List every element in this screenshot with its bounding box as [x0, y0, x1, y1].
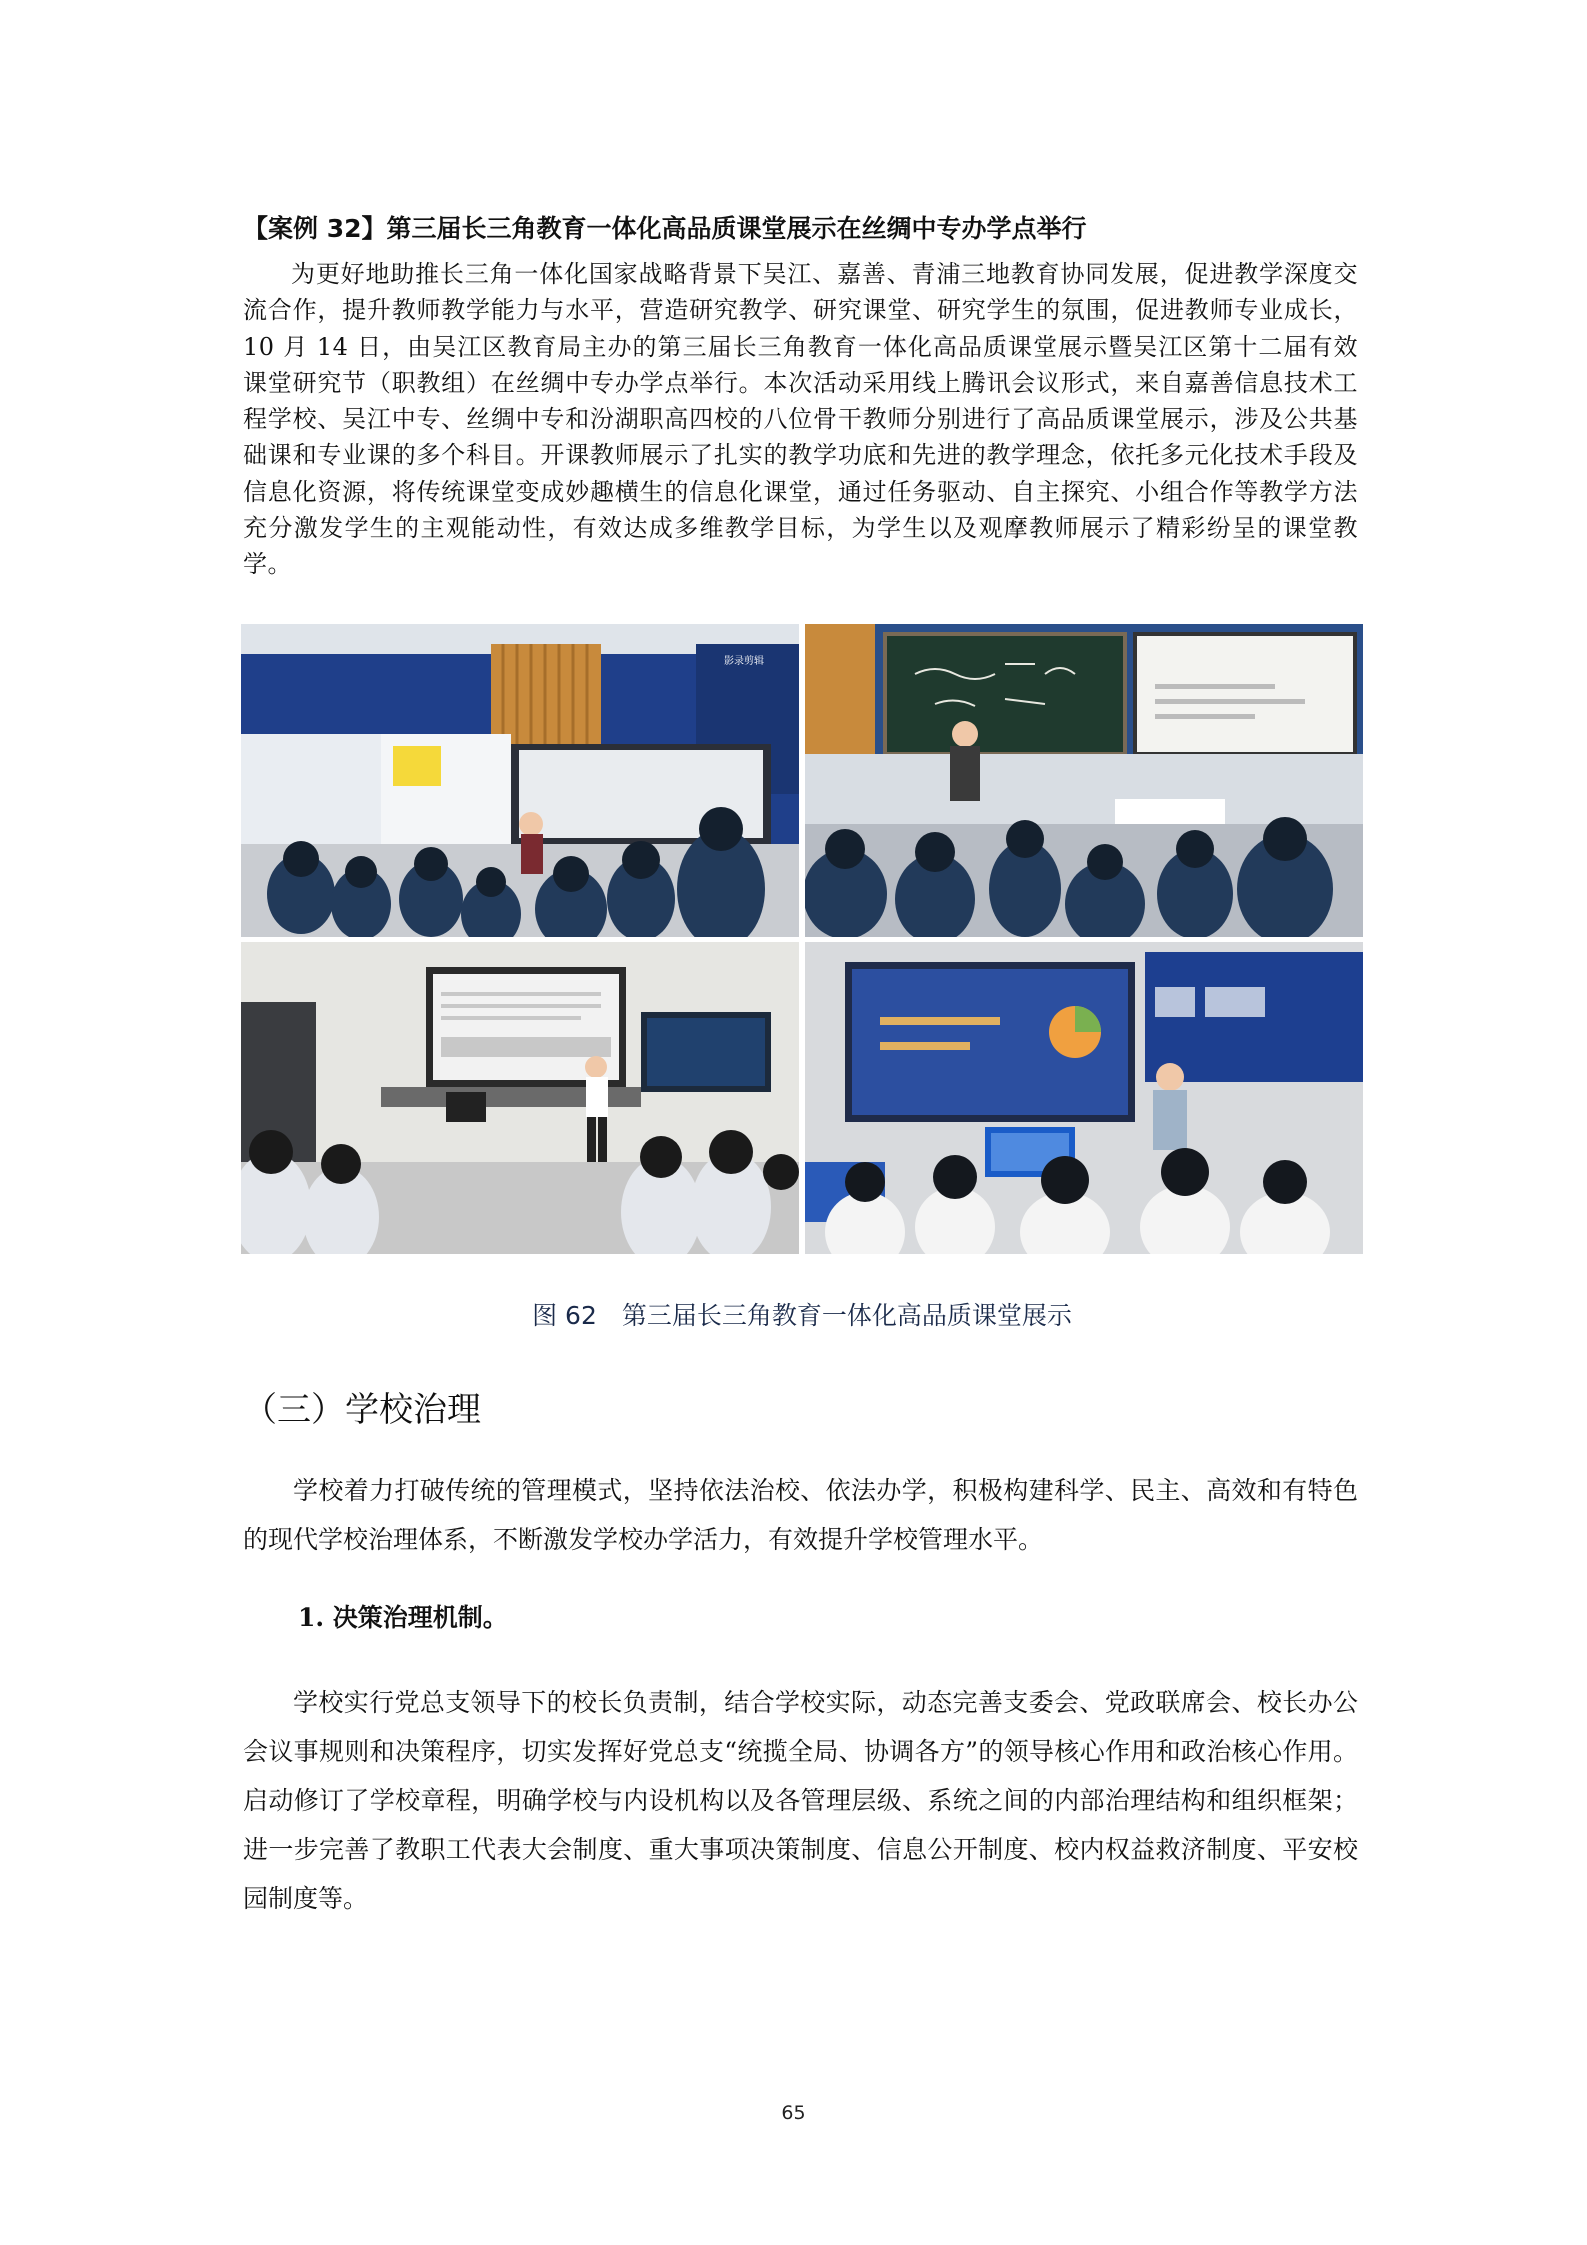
- screen-watermark-text: 影录剪辑: [724, 656, 764, 667]
- classroom-photo-2: [805, 624, 1363, 937]
- decision-paragraph: 学校实行党总支领导下的校长负责制，结合学校实际，动态完善支委会、党政联席会、校长办公会议事规则和决策程序，切实发挥好党总支“统揽全局、协调各方”的领导核心作用和政治核心作用。启动修订了学校章程，明确学校与内设机构以及各管理层级、系统之间的内部治理结构和组织框架；进一步完善了教职工代表大会制度、重大事项决策制度、信息公开制度、校内权益救济制度、平安校园制度等。: [243, 1688, 1358, 1913]
- classroom-photo-1: [241, 624, 799, 937]
- classroom-photo-3: [241, 942, 799, 1254]
- section-heading: （三）学校治理: [243, 1390, 481, 1430]
- sub-heading-decision: 1. 决策治理机制。: [298, 1603, 508, 1632]
- section-intro-paragraph: 学校着力打破传统的管理模式，坚持依法治校、依法办学，积极构建科学、民主、高效和有特色的现代学校治理体系，不断激发学校办学活力，有效提升学校管理水平。: [243, 1476, 1358, 1554]
- case-title: 【案例 32】第三届长三角教育一体化高品质课堂展示在丝绸中专办学点举行: [243, 214, 1087, 243]
- page-number: 65: [781, 2102, 806, 2124]
- case-body-text: 为更好地助推长三角一体化国家战略背景下吴江、嘉善、青浦三地教育协同发展，促进教学深度交流合作，提升教师教学能力与水平，营造研究教学、研究课堂、研究学生的氛围，促进教师专业成长，10 月 14 日，由吴江区教育局主办的第三届长三角教育一体化高品质课堂展示暨吴江区第十二届有效课堂研究节（职教组）在丝绸中专办学点举行。本次活动采用线上腾讯会议形式，来自嘉善信息技术工程学校、吴江中专、丝绸中专和汾湖职高四校的八位骨干教师分别进行了高品质课堂展示，涉及公共基础课和专业课的多个科目。开课教师展示了扎实的教学功底和先进的教学理念，依托多元化技术手段及信息化资源，将传统课堂变成妙趣横生的信息化课堂，通过任务驱动、自主探究、小组合作等教学方法充分激发学生的主观能动性，有效达成多维教学目标，为学生以及观摩教师展示了精彩纷呈的课堂教学。: [243, 260, 1358, 579]
- figure-photo-grid: [241, 624, 1363, 1254]
- classroom-photo-4: [805, 942, 1363, 1254]
- figure-caption: 图 62 第三届长三角教育一体化高品质课堂展示: [532, 1301, 1072, 1330]
